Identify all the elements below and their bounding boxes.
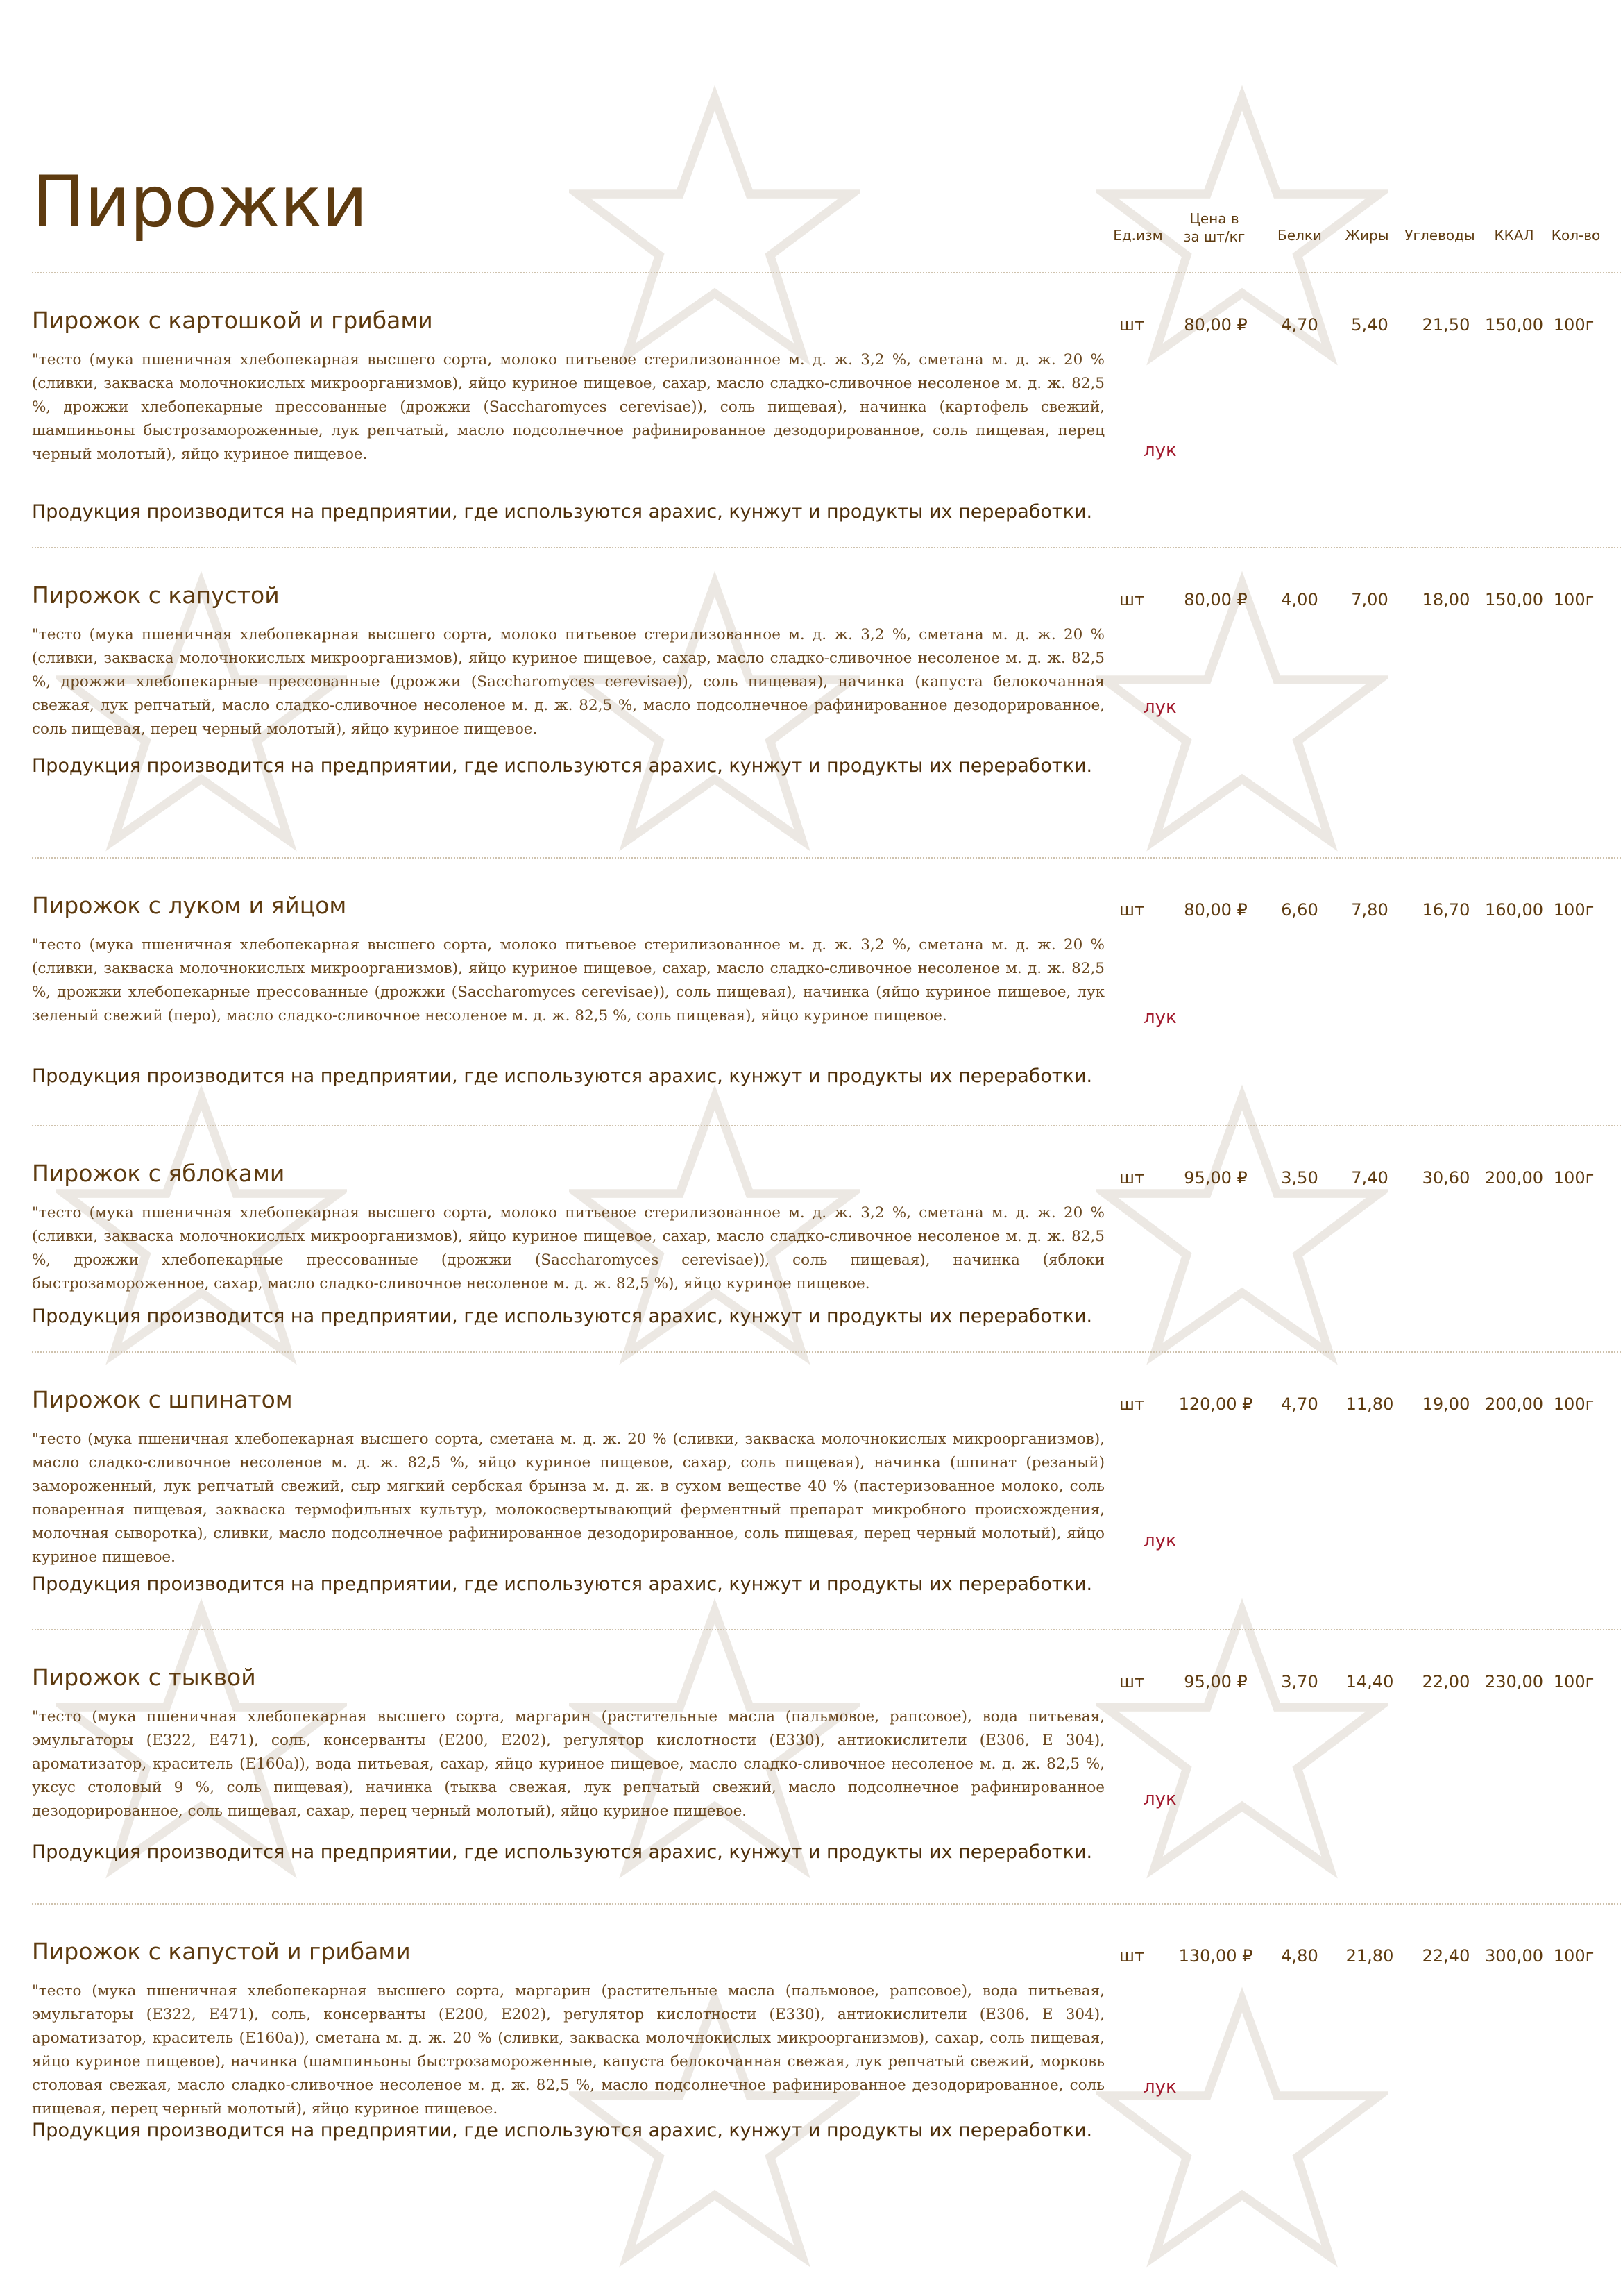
item-price: 95,00 ₽	[1184, 1168, 1248, 1188]
item-note: Продукция производится на предприятии, где используются арахис, кунжут и продукты их переработки.	[32, 2120, 1093, 2141]
item-name: Пирожок с яблоками	[32, 1160, 285, 1187]
item-description: "тесто (мука пшеничная хлебопекарная высшего сорта, маргарин (растительные масла (пальмовое, рапсовое), вода питьевая, эмульгаторы (Е322, Е471), соль, консерванты (Е200, Е202), регулятор кислотности (Е330), антиокислители (Е306, Е 304), ароматизатор, краситель (Е160а)), вода питьевая, сахар, яйцо куриное пищевое, масло сладко-сливочное несоленое м. д. ж. 82,5 %, уксус столовый 9 %, соль пищевая), начинка (тыква свежая, лук репчатый свежий, масло подсолнечное рафинированное дезодорированное, соль пищевая, сахар, перец черный молотый), яйцо куриное пищевое.	[32, 1708, 1105, 1820]
item-protein: 4,70	[1281, 315, 1318, 335]
watermark-star-icon	[1096, 1596, 1388, 1888]
item-name: Пирожок с шпинатом	[32, 1386, 293, 1413]
item-price: 80,00 ₽	[1184, 900, 1248, 920]
item-kcal: 300,00	[1485, 1946, 1543, 1966]
item-kcal: 200,00	[1485, 1394, 1543, 1414]
item-price: 130,00 ₽	[1178, 1946, 1253, 1966]
item-name: Пирожок с капустой и грибами	[32, 1938, 411, 1965]
item-note: Продукция производится на предприятии, где используются арахис, кунжут и продукты их переработки.	[32, 755, 1093, 777]
item-note: Продукция производится на предприятии, где используются арахис, кунжут и продукты их переработки.	[32, 1841, 1093, 1863]
item-name: Пирожок с картошкой и грибами	[32, 307, 433, 334]
item-divider	[32, 547, 1621, 548]
item-carbs: 19,00	[1422, 1394, 1470, 1414]
item-price: 120,00 ₽	[1178, 1394, 1253, 1414]
item-protein: 4,80	[1281, 1946, 1318, 1966]
page-title: Пирожки	[32, 161, 367, 244]
item-divider	[32, 1629, 1621, 1630]
item-price: 80,00 ₽	[1184, 315, 1248, 335]
column-header-kcal: ККАЛ	[1494, 227, 1534, 244]
item-qty: 100г	[1553, 1672, 1595, 1691]
column-header-qty: Кол-во	[1551, 227, 1601, 244]
item-description: "тесто (мука пшеничная хлебопекарная высшего сорта, молоко питьевое стерилизованное м. д. ж. 3,2 %, сметана м. д. ж. 20 % (сливки, закваска молочнокислых микроорганизмов), яйцо куриное пищевое, сахар, масло сладко-сливочное несоленое м. д. ж. 82,5 %, дрожжи хлебопекарные прессованные (дрожжи (Saccharomyces cerevisae)), соль пищевая), начинка (капуста белокочанная свежая, лук репчатый, масло сладко-сливочное несоленое м. д. ж. 82,5 %, масло подсолнечное рафинированное дезодорированное, соль пищевая, перец черный молотый), яйцо куриное пищевое.	[32, 626, 1105, 738]
item-note: Продукция производится на предприятии, где используются арахис, кунжут и продукты их переработки.	[32, 501, 1093, 523]
item-qty: 100г	[1553, 900, 1595, 920]
column-header-unit: Ед.изм	[1113, 227, 1163, 244]
item-name: Пирожок с луком и яйцом	[32, 892, 347, 919]
item-carbs: 16,70	[1422, 900, 1470, 920]
watermark-star-icon	[1096, 569, 1388, 861]
item-protein: 3,70	[1281, 1672, 1318, 1691]
item-qty: 100г	[1553, 590, 1595, 609]
column-header-price-line2: за шт/кг	[1183, 228, 1246, 245]
item-fat: 5,40	[1351, 315, 1388, 335]
column-header-protein: Белки	[1277, 227, 1322, 244]
item-fat: 7,40	[1351, 1168, 1388, 1188]
item-divider	[32, 857, 1621, 859]
item-note: Продукция производится на предприятии, где используются арахис, кунжут и продукты их переработки.	[32, 1065, 1093, 1087]
watermark-star-icon	[569, 83, 860, 375]
item-carbs: 30,60	[1422, 1168, 1470, 1188]
item-description: "тесто (мука пшеничная хлебопекарная высшего сорта, сметана м. д. ж. 20 % (сливки, закваска молочнокислых микроорганизмов), масло сладко-сливочное несоленое м. д. ж. 82,5 %, яйцо куриное пищевое, сахар, соль пищевая), начинка (шпинат (резаный) замороженный, лук репчатый свежий, сыр мягкий сербская брынза м. д. ж. в сухом веществе 40 % (пастеризованное молоко, соль поваренная пищевая, закваска термофильных культур, молокосвертывающий ферментный препарат микробного происхождения, молочная сыворотка), сливки, масло подсолнечное рафинированное дезодорированное, соль пищевая, перец черный молотый), яйцо куриное пищевое.	[32, 1430, 1105, 1566]
item-divider	[32, 1351, 1621, 1353]
item-protein: 3,50	[1281, 1168, 1318, 1188]
item-protein: 4,70	[1281, 1394, 1318, 1414]
column-header-fat: Жиры	[1345, 227, 1389, 244]
item-description: "тесто (мука пшеничная хлебопекарная высшего сорта, молоко питьевое стерилизованное м. д. ж. 3,2 %, сметана м. д. ж. 20 % (сливки, закваска молочнокислых микроорганизмов), яйцо куриное пищевое, сахар, масло сладко-сливочное несоленое м. д. ж. 82,5 %, дрожжи хлебопекарные прессованные (дрожжи (Saccharomyces cerevisae)), соль пищевая), начинка (яблоки быстрозамороженное, сахар, масло сладко-сливочное несоленое м. д. ж. 82,5 %), яйцо куриное пищевое.	[32, 1204, 1105, 1292]
item-allergen: лук	[1144, 1007, 1177, 1028]
item-divider	[32, 1903, 1621, 1905]
item-allergen: лук	[1144, 2077, 1177, 2097]
watermark-star-icon	[1096, 1985, 1388, 2277]
item-allergen: лук	[1144, 440, 1177, 461]
item-qty: 100г	[1553, 1394, 1595, 1414]
item-kcal: 160,00	[1485, 900, 1543, 920]
item-unit: шт	[1119, 315, 1144, 335]
item-fat: 7,80	[1351, 900, 1388, 920]
item-unit: шт	[1119, 1394, 1144, 1414]
item-unit: шт	[1119, 900, 1144, 920]
item-unit: шт	[1119, 590, 1144, 609]
item-kcal: 150,00	[1485, 590, 1543, 609]
item-qty: 100г	[1553, 315, 1595, 335]
item-protein: 6,60	[1281, 900, 1318, 920]
item-fat: 7,00	[1351, 590, 1388, 609]
item-kcal: 200,00	[1485, 1168, 1543, 1188]
item-allergen: лук	[1144, 697, 1177, 718]
item-unit: шт	[1119, 1672, 1144, 1691]
item-qty: 100г	[1553, 1946, 1595, 1966]
column-header-price-line1: Цена в	[1189, 210, 1239, 227]
item-price: 95,00 ₽	[1184, 1672, 1248, 1691]
item-note: Продукция производится на предприятии, где используются арахис, кунжут и продукты их переработки.	[32, 1573, 1093, 1595]
item-fat: 11,80	[1345, 1394, 1394, 1414]
watermark-star-icon	[1096, 1083, 1388, 1374]
item-fat: 14,40	[1345, 1672, 1394, 1691]
item-name: Пирожок с капустой	[32, 582, 280, 609]
item-unit: шт	[1119, 1946, 1144, 1966]
item-note: Продукция производится на предприятии, где используются арахис, кунжут и продукты их переработки.	[32, 1306, 1093, 1327]
item-allergen: лук	[1144, 1530, 1177, 1551]
item-protein: 4,00	[1281, 590, 1318, 609]
item-fat: 21,80	[1345, 1946, 1394, 1966]
item-unit: шт	[1119, 1168, 1144, 1188]
item-description: "тесто (мука пшеничная хлебопекарная высшего сорта, маргарин (растительные масла (пальмовое, рапсовое), вода питьевая, эмульгаторы (Е322, Е471), соль, консерванты (Е200, Е202), регулятор кислотности (Е330), антиокислители (Е306, Е 304), ароматизатор, краситель (Е160а)), сметана м. д. ж. 20 % (сливки, закваска молочнокислых микроорганизмов), сахар, соль пищевая, яйцо куриное пищевое), начинка (шампиньоны быстрозамороженные, капуста белокочанная свежая, лук репчатый свежий, морковь столовая свежая, масло сладко-сливочное несоленое м. д. ж. 82,5 %, масло подсолнечное рафинированное дезодорированное, соль пищевая, перец черный молотый), яйцо куриное пищевое.	[32, 1982, 1105, 2118]
item-carbs: 22,40	[1422, 1946, 1470, 1966]
item-kcal: 150,00	[1485, 315, 1543, 335]
item-carbs: 21,50	[1422, 315, 1470, 335]
item-description: "тесто (мука пшеничная хлебопекарная высшего сорта, молоко питьевое стерилизованное м. д. ж. 3,2 %, сметана м. д. ж. 20 % (сливки, закваска молочнокислых микроорганизмов), яйцо куриное пищевое, сахар, масло сладко-сливочное несоленое м. д. ж. 82,5 %, дрожжи хлебопекарные прессованные (дрожжи (Saccharomyces cerevisae)), соль пищевая), начинка (яйцо куриное пищевое, лук зеленый свежий (перо), масло сладко-сливочное несоленое м. д. ж. 82,5 %, соль пищевая), яйцо куриное пищевое.	[32, 936, 1105, 1024]
item-description: "тесто (мука пшеничная хлебопекарная высшего сорта, молоко питьевое стерилизованное м. д. ж. 3,2 %, сметана м. д. ж. 20 % (сливки, закваска молочнокислых микроорганизмов), яйцо куриное пищевое, сахар, масло сладко-сливочное несоленое м. д. ж. 82,5 %, дрожжи хлебопекарные прессованные (дрожжи (Saccharomyces cerevisae)), соль пищевая), начинка (картофель свежий, шампиньоны быстрозамороженные, лук репчатый, масло подсолнечное рафинированное дезодорированное, соль пищевая, перец черный молотый), яйцо куриное пищевое.	[32, 351, 1105, 463]
item-price: 80,00 ₽	[1184, 590, 1248, 609]
item-divider	[32, 1125, 1621, 1126]
column-header-price	[1173, 210, 1256, 246]
item-divider	[32, 272, 1621, 273]
column-header-carbs: Углеводы	[1404, 227, 1475, 244]
item-qty: 100г	[1553, 1168, 1595, 1188]
item-carbs: 18,00	[1422, 590, 1470, 609]
item-allergen: лук	[1144, 1789, 1177, 1809]
item-carbs: 22,00	[1422, 1672, 1470, 1691]
item-name: Пирожок с тыквой	[32, 1664, 256, 1691]
item-kcal: 230,00	[1485, 1672, 1543, 1691]
